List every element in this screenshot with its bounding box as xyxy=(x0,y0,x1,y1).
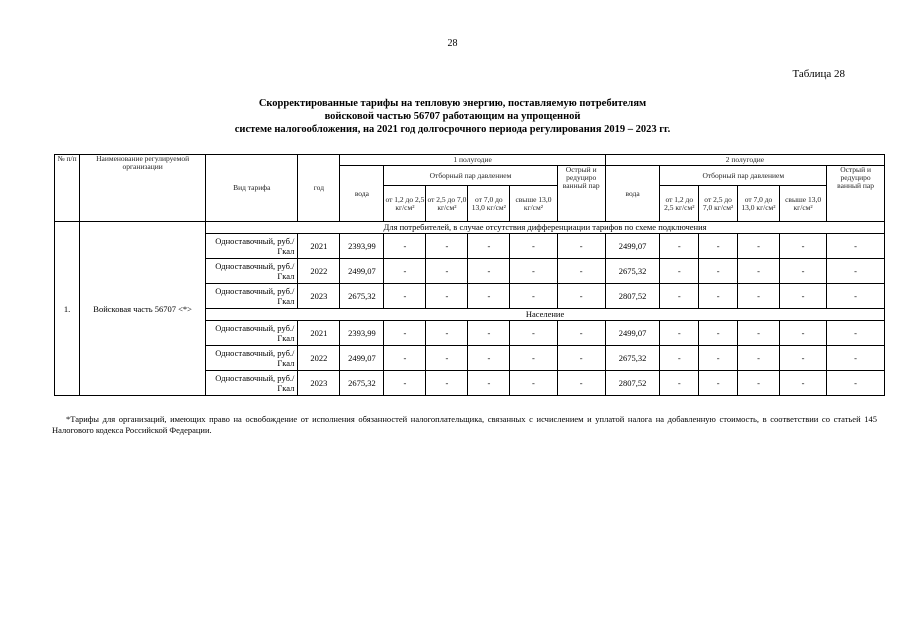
header-steam-h2: Отборный пар давлением xyxy=(660,166,827,186)
steam-price-h1: - xyxy=(426,234,468,259)
steam-price-h1: - xyxy=(384,346,426,371)
water-price-h1: 2499,07 xyxy=(340,259,384,284)
header-sharp-steam-h1: Острый и редуциро ванный пар xyxy=(557,166,605,222)
page-number: 28 xyxy=(447,38,458,49)
tariff-year: 2023 xyxy=(298,284,340,309)
header-water-h1: вода xyxy=(340,166,384,222)
header-half-1: 1 полугодие xyxy=(340,155,605,166)
steam-price-h2: - xyxy=(660,321,699,346)
water-price-h2: 2499,07 xyxy=(605,321,660,346)
steam-price-h1: - xyxy=(426,346,468,371)
header-pressure-2-h2: от 2,5 до 7,0 кг/см² xyxy=(699,186,738,222)
tariff-type: Одноставочный, руб./Гкал xyxy=(206,371,298,396)
header-organization: Наименование регулируемой организации xyxy=(80,155,206,222)
tariff-year: 2022 xyxy=(298,259,340,284)
steam-price-h2: - xyxy=(699,371,738,396)
steam-price-h1: - xyxy=(510,284,557,309)
steam-price-h2: - xyxy=(699,259,738,284)
tariff-table xyxy=(54,154,885,396)
steam-price-h2: - xyxy=(779,234,826,259)
header-pressure-2-h1: от 2,5 до 7,0 кг/см² xyxy=(426,186,468,222)
water-price-h2: 2807,52 xyxy=(605,284,660,309)
steam-price-h1: - xyxy=(426,371,468,396)
tariff-type: Одноставочный, руб./Гкал xyxy=(206,284,298,309)
header-pressure-4-h2: свыше 13,0 кг/см² xyxy=(779,186,826,222)
header-pressure-1-h2: от 1,2 до 2,5 кг/см² xyxy=(660,186,699,222)
steam-price-h2: - xyxy=(827,346,885,371)
water-price-h2: 2675,32 xyxy=(605,259,660,284)
steam-price-h1: - xyxy=(384,371,426,396)
tariff-type: Одноставочный, руб./Гкал xyxy=(206,346,298,371)
header-pressure-4-h1: свыше 13,0 кг/см² xyxy=(510,186,557,222)
steam-price-h2: - xyxy=(779,284,826,309)
footnote: *Тарифы для организаций, имеющих право на освобождение от исполнения обязанностей налогоплательщика, связанных с исчислением и уплатой налога на добавленную стоимость, в соответствии со статьей 145 Налогового кодекса Российской Федерации. xyxy=(52,414,877,435)
steam-price-h2: - xyxy=(660,234,699,259)
water-price-h2: 2675,32 xyxy=(605,346,660,371)
steam-price-h1: - xyxy=(426,284,468,309)
steam-price-h1: - xyxy=(510,346,557,371)
document-title xyxy=(0,97,905,136)
steam-price-h1: - xyxy=(426,259,468,284)
steam-price-h1: - xyxy=(468,234,510,259)
steam-price-h1: - xyxy=(557,259,605,284)
water-price-h1: 2393,99 xyxy=(340,321,384,346)
header-steam-h1: Отборный пар давлением xyxy=(384,166,557,186)
title-line-1: Скорректированные тарифы на тепловую энергию, поставляемую потребителям xyxy=(258,98,647,109)
steam-price-h2: - xyxy=(827,259,885,284)
section-title: Население xyxy=(206,309,885,321)
steam-price-h1: - xyxy=(384,284,426,309)
header-year: год xyxy=(298,155,340,222)
water-price-h2: 2499,07 xyxy=(605,234,660,259)
steam-price-h1: - xyxy=(557,371,605,396)
steam-price-h2: - xyxy=(699,234,738,259)
steam-price-h1: - xyxy=(557,346,605,371)
section-title: Для потребителей, в случае отсутствия дифференциации тарифов по схеме подключения xyxy=(206,222,885,234)
tariff-type: Одноставочный, руб./Гкал xyxy=(206,259,298,284)
tariff-type: Одноставочный, руб./Гкал xyxy=(206,321,298,346)
title-line-2: войсковой частью 56707 работающим на упрощенной xyxy=(324,111,581,122)
steam-price-h2: - xyxy=(660,371,699,396)
tariff-year: 2022 xyxy=(298,346,340,371)
water-price-h1: 2675,32 xyxy=(340,371,384,396)
steam-price-h2: - xyxy=(660,284,699,309)
steam-price-h2: - xyxy=(660,346,699,371)
steam-price-h1: - xyxy=(510,321,557,346)
water-price-h1: 2499,07 xyxy=(340,346,384,371)
steam-price-h1: - xyxy=(384,321,426,346)
water-price-h2: 2807,52 xyxy=(605,371,660,396)
steam-price-h1: - xyxy=(510,371,557,396)
steam-price-h2: - xyxy=(738,321,780,346)
steam-price-h1: - xyxy=(468,259,510,284)
steam-price-h2: - xyxy=(660,259,699,284)
title-line-3: системе налогообложения, на 2021 год долгосрочного периода регулирования 2019 – 2023 гг. xyxy=(234,124,671,135)
steam-price-h1: - xyxy=(557,234,605,259)
header-pressure-3-h2: от 7,0 до 13,0 кг/см² xyxy=(738,186,780,222)
table-label: Таблица 28 xyxy=(792,68,845,80)
steam-price-h2: - xyxy=(699,346,738,371)
steam-price-h1: - xyxy=(468,321,510,346)
water-price-h1: 2675,32 xyxy=(340,284,384,309)
header-sharp-steam-h2: Острый и редуциро ванный пар xyxy=(827,166,885,222)
steam-price-h2: - xyxy=(738,371,780,396)
organization-name: Войсковая часть 56707 <*> xyxy=(80,222,206,396)
steam-price-h2: - xyxy=(827,321,885,346)
steam-price-h2: - xyxy=(827,371,885,396)
steam-price-h2: - xyxy=(827,234,885,259)
steam-price-h1: - xyxy=(426,321,468,346)
steam-price-h1: - xyxy=(468,346,510,371)
water-price-h1: 2393,99 xyxy=(340,234,384,259)
header-pressure-1-h1: от 1,2 до 2,5 кг/см² xyxy=(384,186,426,222)
steam-price-h2: - xyxy=(738,346,780,371)
steam-price-h2: - xyxy=(738,259,780,284)
row-number: 1. xyxy=(55,222,80,396)
steam-price-h2: - xyxy=(827,284,885,309)
steam-price-h2: - xyxy=(738,284,780,309)
steam-price-h1: - xyxy=(384,259,426,284)
header-number: № п/п xyxy=(55,155,80,222)
tariff-type: Одноставочный, руб./Гкал xyxy=(206,234,298,259)
tariff-year: 2023 xyxy=(298,371,340,396)
steam-price-h2: - xyxy=(779,321,826,346)
steam-price-h1: - xyxy=(557,284,605,309)
steam-price-h2: - xyxy=(738,234,780,259)
header-half-2: 2 полугодие xyxy=(605,155,884,166)
steam-price-h2: - xyxy=(699,321,738,346)
header-pressure-3-h1: от 7,0 до 13,0 кг/см² xyxy=(468,186,510,222)
tariff-year: 2021 xyxy=(298,234,340,259)
steam-price-h1: - xyxy=(510,234,557,259)
steam-price-h1: - xyxy=(468,284,510,309)
steam-price-h1: - xyxy=(468,371,510,396)
steam-price-h2: - xyxy=(779,346,826,371)
steam-price-h1: - xyxy=(557,321,605,346)
header-water-h2: вода xyxy=(605,166,660,222)
header-tariff-type: Вид тарифа xyxy=(206,155,298,222)
steam-price-h2: - xyxy=(699,284,738,309)
steam-price-h2: - xyxy=(779,371,826,396)
tariff-year: 2021 xyxy=(298,321,340,346)
steam-price-h1: - xyxy=(510,259,557,284)
steam-price-h2: - xyxy=(779,259,826,284)
steam-price-h1: - xyxy=(384,234,426,259)
